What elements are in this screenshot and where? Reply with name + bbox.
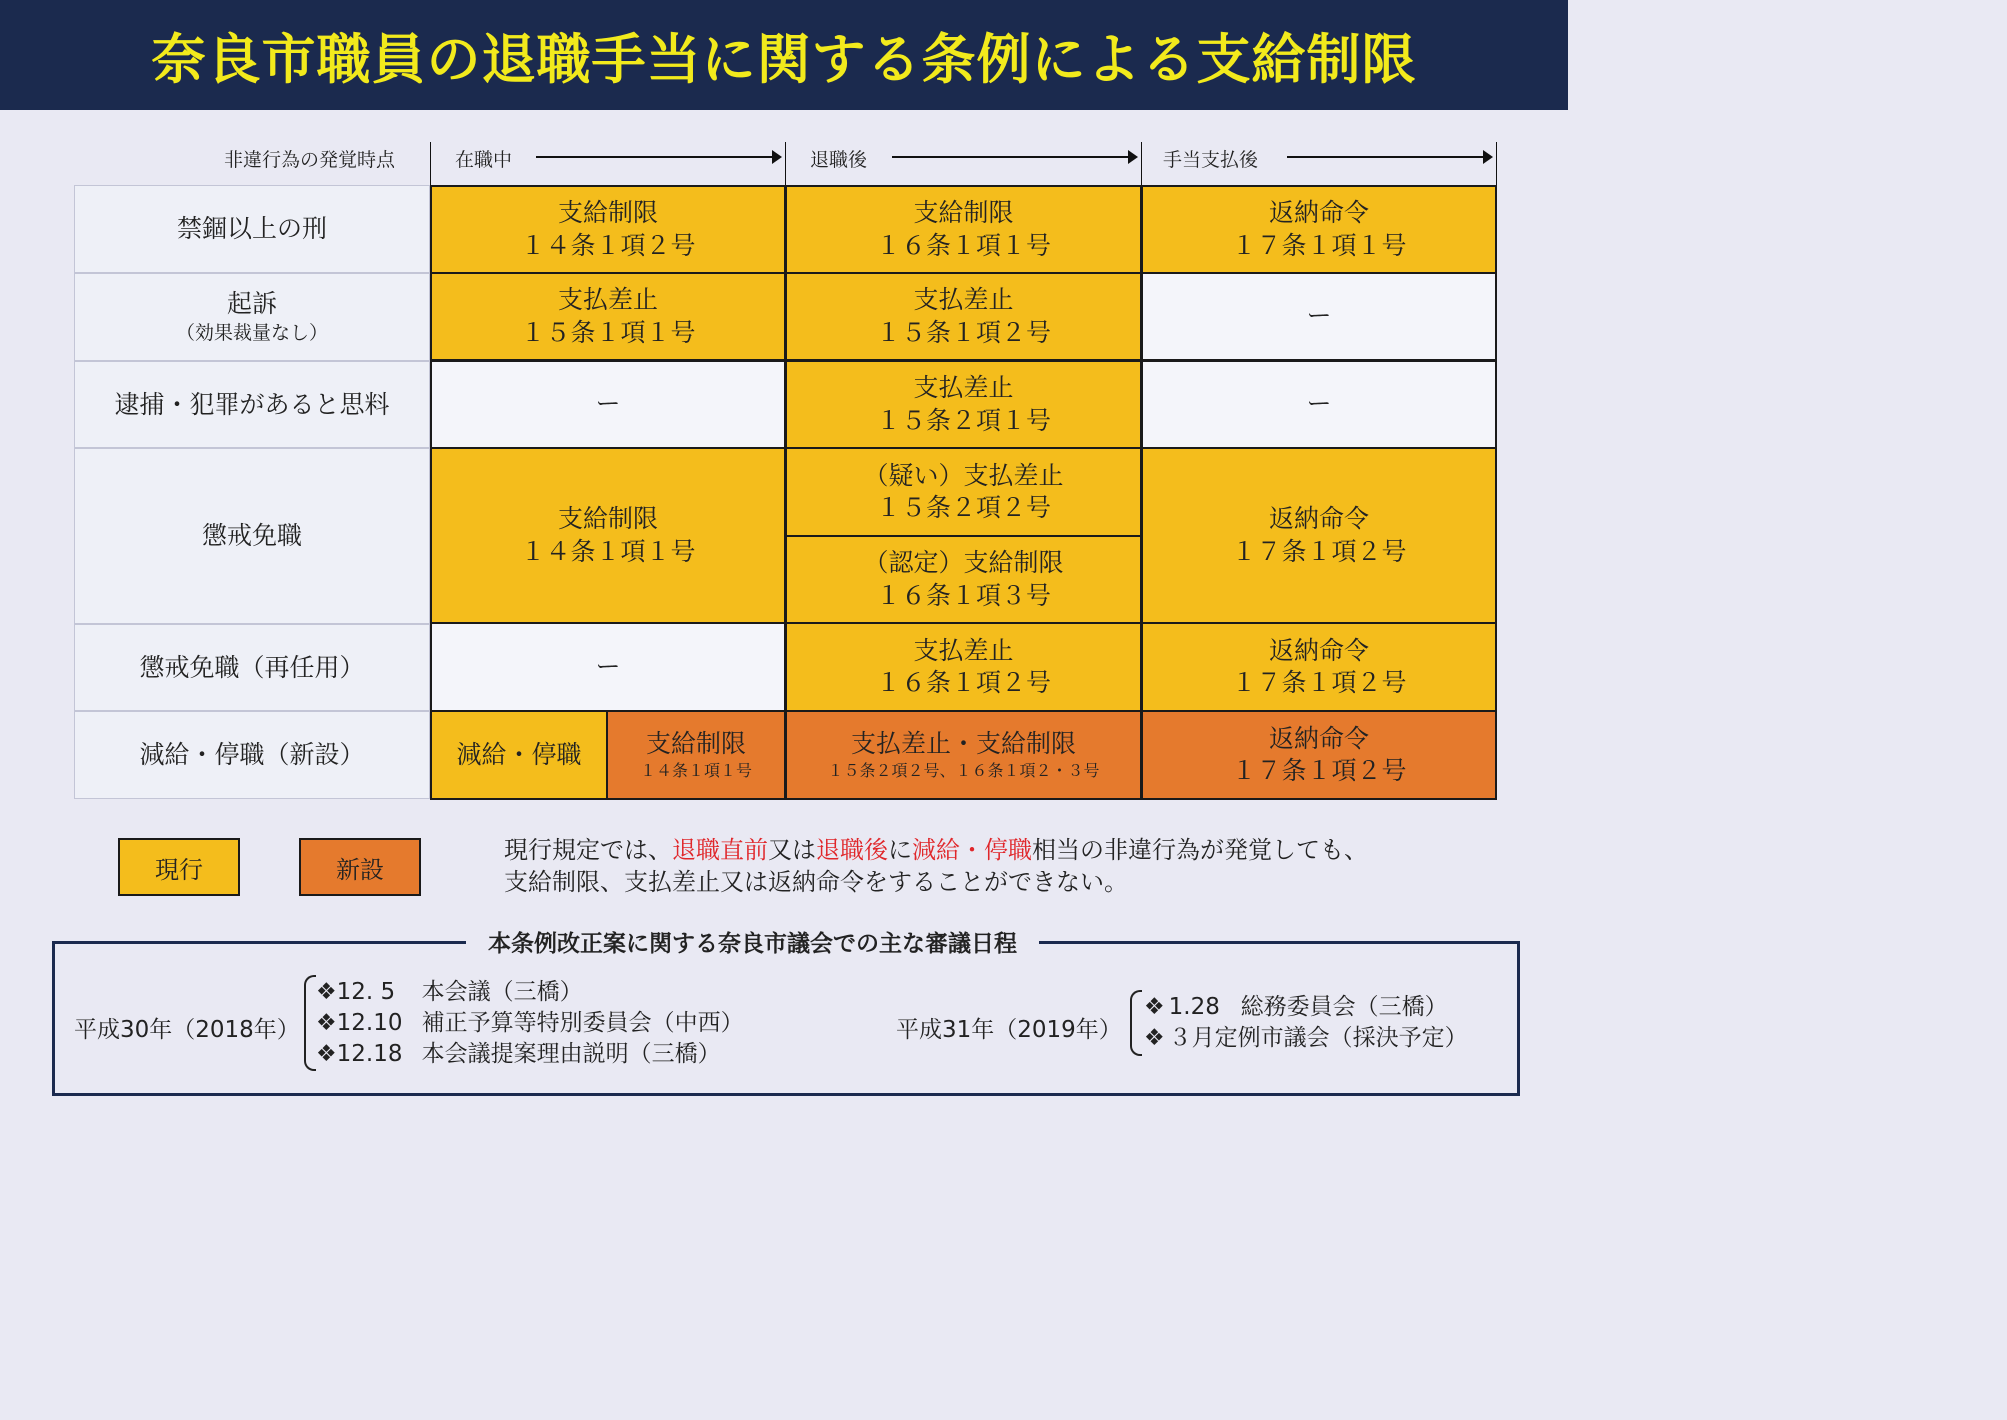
schedule-list-h31	[1144, 992, 1468, 1054]
note-line-1	[504, 834, 1368, 866]
cell-measure: 返納命令	[1268, 198, 1369, 227]
row-label-text: 禁錮以上の刑	[176, 214, 327, 244]
note-highlight: 減給・停職	[912, 836, 1032, 864]
timeline-divider	[785, 142, 786, 186]
cell-article: １４条１項１号	[639, 761, 752, 781]
cell-measure: 減給・停職	[456, 739, 582, 769]
brace-icon	[1130, 990, 1142, 1056]
row-label-text: 懲戒免職	[201, 521, 302, 551]
cell-r6-in-service-current	[430, 710, 608, 800]
header-banner	[0, 0, 1568, 110]
row-label-text: 逮捕・犯罪があると思料	[114, 389, 390, 419]
cell-r4-after-retirement-suspected	[785, 447, 1142, 537]
schedule-item	[316, 977, 744, 1008]
row-label-sub: （効果裁量なし）	[175, 322, 328, 345]
note-text: に	[888, 836, 912, 864]
schedule-item	[1144, 992, 1468, 1023]
cell-measure: 返納命令	[1268, 635, 1369, 665]
cell-measure: 支給制限	[645, 728, 746, 758]
cell-r6-after-payment-new	[1141, 710, 1497, 800]
cell-r4-in-service	[430, 447, 786, 624]
phase-label-in-service: 在職中	[455, 149, 513, 171]
cell-measure: （疑い）支払差止	[863, 460, 1064, 490]
note-line-2: 支給制限、支払差止又は返納命令をすることができない。	[504, 868, 1128, 897]
schedule-item	[316, 1039, 744, 1070]
cell-r2-after-payment	[1141, 272, 1497, 361]
cell-measure: 支給制限	[557, 198, 658, 227]
diamond-bullet-icon: ❖	[316, 1010, 337, 1036]
cell-r5-in-service	[430, 622, 786, 712]
schedule-text: 本会議（三橋）	[421, 979, 583, 1005]
diamond-bullet-icon: ❖	[316, 979, 337, 1005]
cell-article: １５条２項１号	[875, 405, 1051, 435]
legend-new	[299, 838, 421, 896]
row-label-text: 減給・停職（新設）	[139, 740, 365, 770]
cell-measure: 支払差止	[913, 635, 1014, 665]
row-label-indictment	[74, 273, 430, 361]
brace-icon	[304, 975, 316, 1071]
cell-dash: ー	[595, 651, 621, 681]
cell-r1-after-payment	[1141, 185, 1497, 274]
cell-article: １５条２項２号	[875, 493, 1051, 522]
cell-r1-after-retirement	[785, 185, 1142, 274]
cell-measure: 返納命令	[1268, 723, 1369, 753]
cell-r3-in-service	[430, 360, 786, 449]
cell-dash: ー	[595, 389, 621, 419]
schedule-date: 12.10	[336, 1010, 403, 1036]
cell-r6-in-service-new	[606, 710, 786, 800]
timeline-arrow	[1287, 156, 1491, 158]
cell-r3-after-payment	[1141, 360, 1497, 449]
cell-measure: 返納命令	[1268, 504, 1369, 533]
cell-r3-after-retirement	[785, 360, 1142, 449]
cell-measure: 支給制限	[913, 198, 1014, 227]
legend-current	[118, 838, 240, 896]
explanatory-note	[504, 834, 1368, 899]
row-label-text: 懲戒免職（再任用）	[139, 652, 365, 682]
cell-article: １５条２項２号、１６条１項２・３号	[827, 761, 1100, 781]
note-text: 現行規定では、	[504, 836, 672, 864]
row-label-text: 起訴	[226, 289, 277, 319]
cell-r2-after-retirement	[785, 272, 1142, 361]
schedule-title: 本条例改正案に関する奈良市議会での主な審議日程	[466, 925, 1039, 958]
schedule-text: 補正予算等特別委員会（中西）	[421, 1010, 744, 1036]
cell-measure: 支払差止・支給制限	[850, 728, 1076, 758]
cell-r2-in-service	[430, 272, 786, 361]
cell-r6-after-retirement-new	[785, 710, 1142, 800]
schedule-list-h30	[316, 977, 744, 1070]
page-title: 奈良市職員の退職手当に関する条例による支給制限	[151, 27, 1417, 91]
cell-measure: 支払差止	[913, 373, 1014, 402]
cell-article: １５条１項２号	[875, 317, 1051, 347]
cell-article: １５条１項１号	[520, 317, 696, 347]
row-label-imprisonment	[74, 185, 430, 273]
legend-new-label: 新設	[336, 855, 384, 884]
cell-r1-in-service	[430, 185, 786, 274]
cell-dash: ー	[1306, 389, 1332, 419]
timeline-divider	[430, 142, 431, 186]
row-label-disciplinary-dismissal	[74, 448, 430, 624]
note-text: 又は	[768, 836, 816, 864]
cell-r5-after-payment	[1141, 622, 1497, 712]
row-label-dismissal-reemployment	[74, 624, 430, 711]
cell-measure: 支給制限	[557, 504, 658, 533]
phase-label-after-retirement: 退職後	[810, 149, 868, 171]
cell-measure: 支払差止	[557, 285, 658, 314]
cell-measure: （認定）支給制限	[863, 548, 1064, 577]
cell-article: １６条１項３号	[875, 580, 1051, 610]
note-highlight: 退職直前	[672, 836, 768, 864]
diamond-bullet-icon: ❖	[1144, 1025, 1165, 1051]
schedule-year-h31: 平成31年（2019年）	[896, 1017, 1122, 1043]
cell-article: １７条１項２号	[1231, 756, 1407, 785]
timeline-divider	[1141, 142, 1142, 186]
row-label-pay-cut-suspension	[74, 711, 430, 799]
timeline-axis-label: 非違行為の発覚時点	[224, 149, 396, 171]
row-label-arrest	[74, 361, 430, 448]
schedule-item	[1144, 1023, 1468, 1054]
timeline-arrow	[892, 156, 1136, 158]
cell-article: １６条１項１号	[875, 230, 1051, 260]
timeline-divider	[1496, 142, 1497, 186]
phase-label-after-payment: 手当支払後	[1163, 149, 1259, 171]
schedule-date: 12. 5	[336, 979, 396, 1005]
cell-article: １４条１項２号	[520, 230, 696, 260]
cell-measure: 支払差止	[913, 285, 1014, 314]
cell-article: １４条１項１号	[520, 536, 696, 566]
timeline-arrow	[536, 156, 780, 158]
cell-article: １７条１項２号	[1231, 536, 1407, 566]
schedule-text: 本会議提案理由説明（三橋）	[421, 1041, 721, 1067]
cell-r4-after-payment	[1141, 447, 1497, 624]
schedule-year-h30: 平成30年（2018年）	[74, 1017, 300, 1043]
cell-dash: ー	[1306, 301, 1332, 331]
cell-r5-after-retirement	[785, 622, 1142, 712]
cell-article: １６条１項２号	[875, 668, 1051, 697]
schedule-item	[316, 1008, 744, 1039]
note-highlight: 退職後	[816, 836, 888, 864]
cell-article: １７条１項１号	[1231, 230, 1407, 260]
schedule-text: 総務委員会（三橋）	[1240, 994, 1448, 1020]
schedule-date: 1.28	[1168, 994, 1220, 1020]
note-text: 相当の非違行為が発覚しても、	[1032, 836, 1368, 864]
diamond-bullet-icon: ❖	[316, 1041, 337, 1067]
schedule-date: 12.18	[336, 1041, 403, 1067]
diamond-bullet-icon: ❖	[1144, 994, 1165, 1020]
cell-r4-after-retirement-confirmed	[785, 535, 1142, 624]
schedule-text: ３月定例市議会（採決予定）	[1168, 1025, 1468, 1051]
legend-current-label: 現行	[155, 855, 203, 884]
cell-article: １７条１項２号	[1231, 668, 1407, 697]
